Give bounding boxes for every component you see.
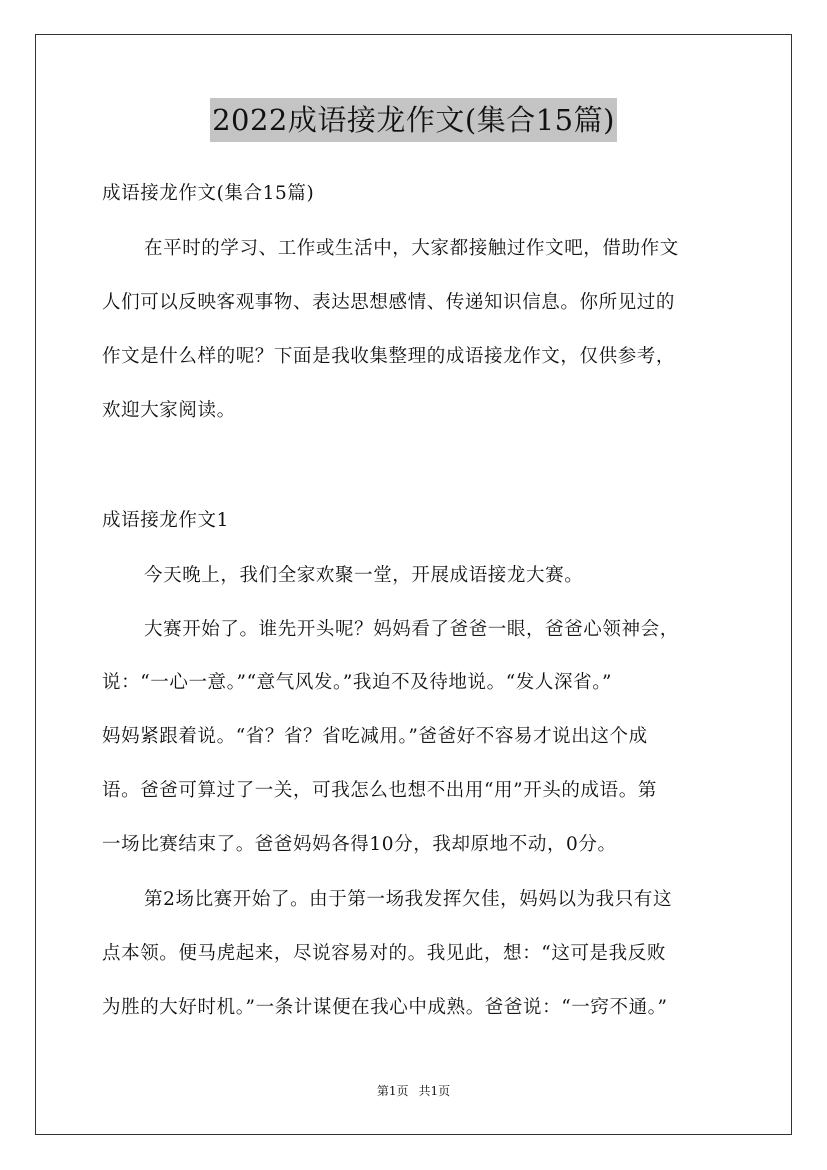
section-heading: 成语接龙作文1: [102, 510, 229, 531]
intro-heading: 成语接龙作文(集合15篇): [102, 183, 315, 204]
paragraph-line: 语。爸爸可算过了一关，可我怎么也想不出用“用”开头的成语。第: [102, 780, 657, 801]
paragraph-line: 点本领。便马虎起来，尽说容易对的。我见此，想：“这可是我反败: [102, 943, 666, 964]
page-footer: [0, 1083, 827, 1099]
page-total: 共1页: [418, 1084, 451, 1098]
paragraph-line: 为胜的大好时机。”一条计谋便在我心中成熟。爸爸说：“一窍不通。”: [102, 997, 668, 1018]
paragraph-line: 大赛开始了。谁先开头呢？妈妈看了爸爸一眼，爸爸心领神会，: [144, 619, 679, 640]
paragraph-line: 人们可以反映客观事物、表达思想感情、传递知识信息。你所见过的: [102, 292, 676, 313]
paragraph-line: 妈妈紧跟着说。“省？省？省吃减用。”爸爸好不容易才说出这个成: [102, 726, 648, 747]
document-title: [0, 98, 827, 142]
paragraph-line: 作文是什么样的呢？下面是我收集整理的成语接龙作文，仅供参考，: [102, 346, 676, 367]
paragraph-line: 说：“一心一意。”“意气风发。”我迫不及待地说。“发人深省。”: [102, 672, 613, 693]
paragraph-line: 欢迎大家阅读。: [102, 400, 236, 421]
page-number: 第1页: [376, 1084, 409, 1098]
document-title-text: 2022成语接龙作文(集合15篇): [210, 98, 617, 142]
paragraph-line: 一场比赛结束了。爸爸妈妈各得10分，我却原地不动，0分。: [102, 834, 617, 855]
paragraph-line: 第2场比赛开始了。由于第一场我发挥欠佳，妈妈以为我只有这: [144, 889, 673, 910]
paragraph-line: 今天晚上，我们全家欢聚一堂，开展成语接龙大赛。: [144, 565, 584, 586]
paragraph-line: 在平时的学习、工作或生活中，大家都接触过作文吧，借助作文: [144, 238, 679, 259]
